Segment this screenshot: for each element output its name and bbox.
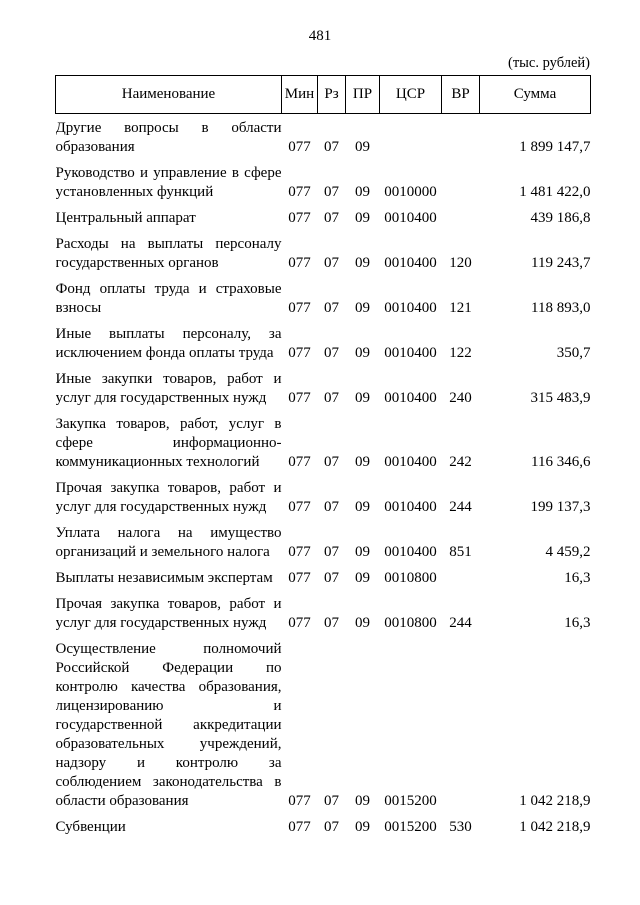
cell-name: Уплата налога на имущество организаций и земельного налога [55,525,282,560]
cell-name: Иные закупки товаров, работ и услуг для государственных нужд [55,371,282,406]
cell-csr: 0010000 [384,184,437,200]
cell-pr: 09 [355,390,370,406]
cell-min: 077 [288,615,311,631]
cell-summa: 119 243,7 [531,255,591,271]
cell-rz: 07 [324,345,339,361]
header-rz: Рз [318,76,346,114]
header-min: Мин [282,76,318,114]
cell-csr: 0010400 [384,390,437,406]
cell-name: Прочая закупка товаров, работ и услуг для государственных нужд [55,596,282,631]
cell-csr: 0010400 [384,454,437,470]
cell-vr: 120 [449,255,472,271]
table-row [56,813,591,839]
cell-vr: 530 [449,819,472,835]
cell-pr: 09 [355,615,370,631]
cell-pr: 09 [355,210,370,226]
cell-csr: 0010800 [384,570,437,586]
cell-vr [442,204,480,230]
cell-min: 077 [288,345,311,361]
cell-summa: 350,7 [556,345,591,361]
cell-pr: 09 [355,544,370,560]
table-row [56,275,591,320]
cell-csr: 0010400 [384,499,437,515]
table-row [56,590,591,635]
cell-vr: 851 [449,544,472,560]
table-row [56,230,591,275]
cell-summa: 315 483,9 [530,390,591,406]
header-vr: ВР [442,76,480,114]
cell-min: 077 [288,184,311,200]
cell-vr [442,635,480,813]
cell-name: Руководство и управление в сфере установленных функций [55,165,282,200]
cell-csr: 0015200 [384,793,437,809]
cell-vr: 240 [449,390,472,406]
cell-rz: 07 [324,499,339,515]
cell-vr: 122 [449,345,472,361]
units-note: (тыс. рублей) [508,55,590,71]
cell-rz: 07 [324,819,339,835]
cell-name: Другие вопросы в области образования [55,120,282,155]
cell-name: Расходы на выплаты персоналу государственных органов [55,236,282,271]
cell-min: 077 [288,819,311,835]
page-number: 481 [308,28,332,44]
cell-rz: 07 [324,454,339,470]
table-body [56,114,591,840]
table-row [56,204,591,230]
cell-csr: 0010400 [384,544,437,560]
header-csr: ЦСР [380,76,442,114]
cell-csr: 0015200 [384,819,437,835]
cell-name: Закупка товаров, работ, услуг в сфере информационно-коммуникационных технологий [55,416,282,470]
cell-pr: 09 [355,793,370,809]
cell-csr: 0010800 [384,615,437,631]
cell-vr [442,114,480,160]
cell-rz: 07 [324,139,339,155]
cell-min: 077 [288,570,311,586]
table-row [56,519,591,564]
table-row [56,114,591,160]
cell-summa: 4 459,2 [545,544,591,560]
cell-summa: 16,3 [564,615,591,631]
cell-csr: 0010400 [384,300,437,316]
cell-pr: 09 [355,819,370,835]
cell-pr: 09 [355,255,370,271]
table-row [56,320,591,365]
table-header-row [56,76,591,114]
cell-summa: 1 042 218,9 [519,793,591,809]
table-row [56,365,591,410]
cell-name: Выплаты независимым экспертам [55,570,273,586]
table-row [56,635,591,813]
cell-summa: 1 481 422,0 [519,184,591,200]
cell-summa: 118 893,0 [531,300,591,316]
cell-summa: 199 137,3 [530,499,591,515]
cell-pr: 09 [355,184,370,200]
cell-csr: 0010400 [384,255,437,271]
cell-pr: 09 [355,345,370,361]
cell-min: 077 [288,255,311,271]
cell-pr: 09 [355,570,370,586]
cell-summa: 16,3 [564,570,591,586]
cell-rz: 07 [324,255,339,271]
cell-vr [442,159,480,204]
header-summa: Сумма [480,76,591,114]
table-row [56,410,591,474]
cell-name: Осуществление полномочий Российской Федерации по контролю качества образования, лицензированию и государственной аккредитации образовательных учреждений, надзору и контролю за соблюдением законодательства в области образования [55,641,282,809]
cell-name: Прочая закупка товаров, работ и услуг для государственных нужд [55,480,282,515]
table-row [56,564,591,590]
cell-csr: 0010400 [384,210,437,226]
cell-name: Субвенции [55,819,126,835]
cell-rz: 07 [324,544,339,560]
cell-rz: 07 [324,615,339,631]
budget-table [55,75,591,839]
cell-rz: 07 [324,210,339,226]
header-pr: ПР [346,76,380,114]
cell-rz: 07 [324,184,339,200]
cell-min: 077 [288,390,311,406]
cell-name: Фонд оплаты труда и страховые взносы [55,281,282,316]
header-name: Наименование [56,76,282,114]
cell-name: Иные выплаты персоналу, за исключением фонда оплаты труда [55,326,282,361]
cell-vr: 242 [449,454,472,470]
cell-min: 077 [288,454,311,470]
cell-summa: 1 899 147,7 [519,139,591,155]
cell-vr: 121 [449,300,472,316]
cell-min: 077 [288,300,311,316]
cell-summa: 439 186,8 [530,210,591,226]
cell-rz: 07 [324,390,339,406]
cell-csr: 0010400 [384,345,437,361]
cell-pr: 09 [355,139,370,155]
cell-name: Центральный аппарат [55,210,196,226]
cell-pr: 09 [355,300,370,316]
cell-rz: 07 [324,300,339,316]
cell-min: 077 [288,499,311,515]
cell-rz: 07 [324,793,339,809]
cell-min: 077 [288,544,311,560]
table-row [56,159,591,204]
cell-vr: 244 [449,499,472,515]
cell-summa: 1 042 218,9 [519,819,591,835]
cell-vr: 244 [449,615,472,631]
cell-vr [442,564,480,590]
cell-csr [380,114,442,160]
cell-min: 077 [288,210,311,226]
cell-pr: 09 [355,499,370,515]
cell-pr: 09 [355,454,370,470]
cell-min: 077 [288,139,311,155]
cell-min: 077 [288,793,311,809]
table-row [56,474,591,519]
cell-rz: 07 [324,570,339,586]
cell-summa: 116 346,6 [531,454,591,470]
